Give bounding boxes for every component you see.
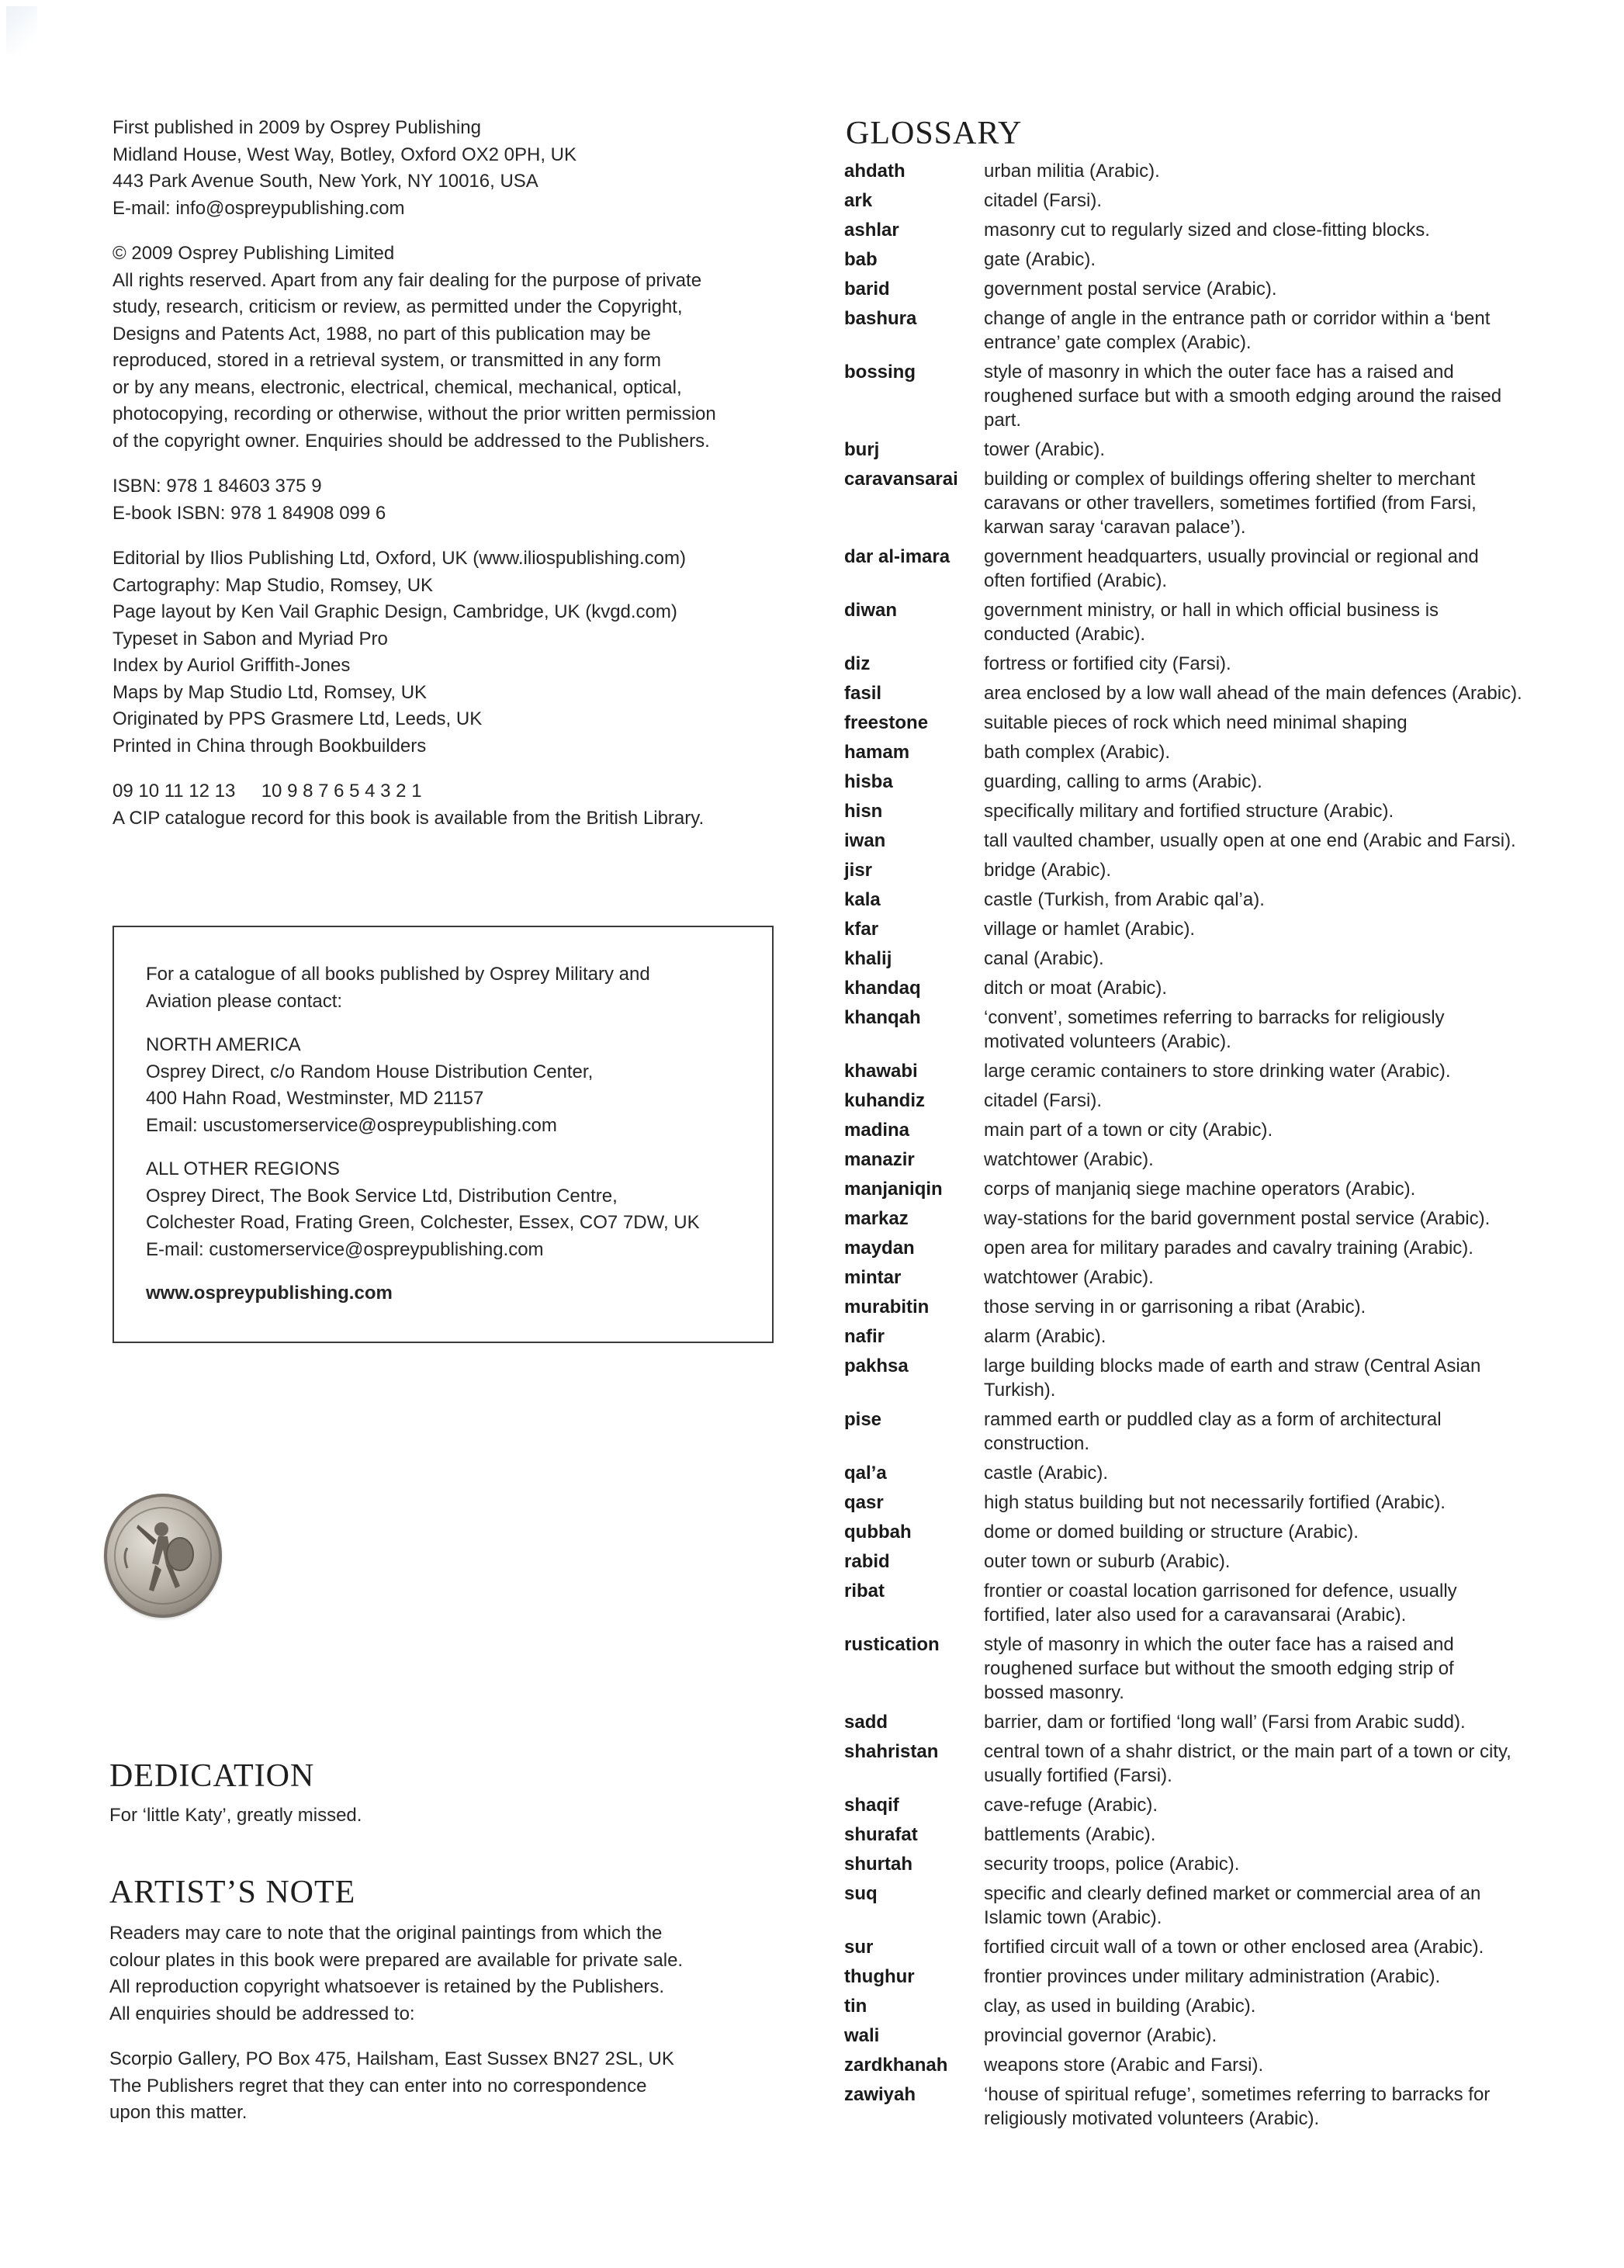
definition-line: alarm (Arabic). — [984, 1326, 1106, 1347]
glossary-entry — [844, 652, 1620, 676]
glossary-entry — [844, 1295, 1620, 1319]
contact-line: Email: uscustomerservice@ospreypublishing.com — [146, 1114, 557, 1136]
glossary-term: manazir — [844, 1149, 915, 1170]
definition-line: masonry cut to regularly sized and close-fitting blocks. — [984, 220, 1430, 241]
glossary-term: kuhandiz — [844, 1090, 926, 1111]
rights-line: photocopying, recording or otherwise, without the prior written permission — [113, 403, 716, 424]
definition-line: tower (Arabic). — [984, 439, 1106, 460]
glossary-entry — [844, 189, 1620, 213]
glossary-definition — [984, 1461, 1620, 1485]
glossary-entry — [844, 2024, 1620, 2048]
glossary-term: zardkhanah — [844, 2055, 948, 2076]
glossary-entry — [844, 306, 1620, 355]
contact-line: Colchester Road, Frating Green, Colchester, Essex, CO7 7DW, UK — [146, 1212, 700, 1233]
glossary-term: bashura — [844, 308, 917, 329]
glossary-definition — [984, 799, 1620, 823]
definition-line: barrier, dam or fortified ‘long wall’ (Farsi from Arabic sudd). — [984, 1712, 1466, 1733]
definition-line: government ministry, or hall in which official business is — [984, 600, 1439, 621]
cip-statement: A CIP catalogue record for this book is available from the British Library. — [113, 807, 705, 829]
catalogue-contact-box — [113, 926, 774, 1343]
glossary-term: hisn — [844, 801, 883, 822]
definition-line: village or hamlet (Arabic). — [984, 919, 1196, 940]
glossary-term: suq — [844, 1883, 878, 1904]
glossary-definition — [984, 1579, 1620, 1627]
definition-line: conducted (Arabic). — [984, 624, 1146, 645]
credit-line: Editorial by Ilios Publishing Ltd, Oxford, UK (www.iliospublishing.com) — [113, 548, 686, 569]
definition-line: often fortified (Arabic). — [984, 570, 1168, 591]
glossary-term: sadd — [844, 1712, 888, 1733]
definition-line: watchtower (Arabic). — [984, 1267, 1154, 1288]
glossary-definition — [984, 1852, 1620, 1876]
glossary-entry — [844, 1994, 1620, 2018]
glossary-entry — [844, 545, 1620, 593]
glossary-term: madina — [844, 1120, 910, 1141]
credit-line: Index by Auriol Griffith-Jones — [113, 655, 351, 676]
glossary-term: khanqah — [844, 1007, 921, 1028]
glossary-definition — [984, 888, 1620, 912]
artists-note-body — [109, 1920, 792, 2127]
definition-line: tall vaulted chamber, usually open at one end (Arabic and Farsi). — [984, 830, 1516, 851]
glossary-term: murabitin — [844, 1297, 930, 1318]
definition-line: clay, as used in building (Arabic). — [984, 1996, 1256, 2017]
glossary-list — [844, 159, 1620, 2136]
glossary-term: diz — [844, 653, 871, 674]
glossary-entry — [844, 277, 1620, 301]
definition-line: fortified, later also used for a caravansarai (Arabic). — [984, 1605, 1407, 1626]
definition-line: suitable pieces of rock which need minimal shaping — [984, 712, 1408, 733]
note-line: Readers may care to note that the original paintings from which the — [109, 1923, 663, 1944]
definition-line: cave-refuge (Arabic). — [984, 1795, 1158, 1816]
definition-line: usually fortified (Farsi). — [984, 1765, 1172, 1786]
website-link[interactable]: www.ospreypublishing.com — [146, 1283, 393, 1304]
glossary-entry — [844, 858, 1620, 882]
definition-line: security troops, police (Arabic). — [984, 1854, 1240, 1875]
definition-line: change of angle in the entrance path or corridor within a ‘bent — [984, 308, 1491, 329]
glossary-entry — [844, 2053, 1620, 2077]
glossary-definition — [984, 360, 1620, 432]
glossary-definition — [984, 652, 1620, 676]
contact-north-america — [146, 1032, 741, 1139]
definition-line: corps of manjaniq siege machine operators (Arabic). — [984, 1179, 1416, 1200]
glossary-entry — [844, 1823, 1620, 1847]
glossary-term: freestone — [844, 712, 929, 733]
glossary-term: pise — [844, 1409, 882, 1430]
definition-line: part. — [984, 410, 1022, 431]
glossary-definition — [984, 1793, 1620, 1817]
glossary-term: bossing — [844, 362, 916, 383]
glossary-entry — [844, 1965, 1620, 1989]
glossary-term: bab — [844, 249, 878, 270]
glossary-entry — [844, 1935, 1620, 1959]
definition-line: bossed masonry. — [984, 1682, 1124, 1703]
glossary-entry — [844, 947, 1620, 971]
definition-line: specific and clearly defined market or commercial area of an — [984, 1883, 1481, 1904]
glossary-term: maydan — [844, 1238, 915, 1259]
glossary-entry — [844, 976, 1620, 1000]
glossary-entry — [844, 740, 1620, 764]
glossary-term: rustication — [844, 1634, 940, 1655]
glossary-definition — [984, 545, 1620, 593]
glossary-term: qasr — [844, 1492, 884, 1513]
definition-line: citadel (Farsi). — [984, 1090, 1103, 1111]
definition-line: ‘convent’, sometimes referring to barracks for religiously — [984, 1007, 1445, 1028]
glossary-definition — [984, 2083, 1620, 2131]
credit-line: Typeset in Sabon and Myriad Pro — [113, 628, 388, 649]
glossary-term: fasil — [844, 683, 882, 704]
glossary-definition — [984, 740, 1620, 764]
glossary-term: ribat — [844, 1581, 885, 1601]
glossary-term: khawabi — [844, 1061, 918, 1082]
definition-line: canal (Arabic). — [984, 948, 1104, 969]
glossary-entry — [844, 1089, 1620, 1113]
glossary-entry — [844, 598, 1620, 646]
rights-line: Designs and Patents Act, 1988, no part of this publication may be — [113, 323, 651, 345]
glossary-definition — [984, 248, 1620, 272]
glossary-definition — [984, 2053, 1620, 2077]
glossary-entry — [844, 1408, 1620, 1456]
credit-line: Originated by PPS Grasmere Ltd, Leeds, UK — [113, 708, 483, 729]
glossary-definition — [984, 1994, 1620, 2018]
coin-figure-icon — [104, 1494, 222, 1618]
credits-block — [113, 545, 795, 760]
definition-line: bath complex (Arabic). — [984, 742, 1171, 763]
definition-line: caravans or other travellers, sometimes fortified (from Farsi, — [984, 493, 1477, 514]
contact-intro — [146, 961, 741, 1015]
glossary-term: diwan — [844, 600, 898, 621]
glossary-definition — [984, 1823, 1620, 1847]
note-line: All reproduction copyright whatsoever is retained by the Publishers. — [109, 1976, 665, 1997]
definition-line: karwan saray ‘caravan palace’). — [984, 517, 1246, 538]
glossary-term: dar al-imara — [844, 546, 951, 567]
definition-line: ditch or moat (Arabic). — [984, 978, 1168, 999]
glossary-definition — [984, 1295, 1620, 1319]
glossary-term: kala — [844, 889, 881, 910]
glossary-definition — [984, 711, 1620, 735]
glossary-entry — [844, 1207, 1620, 1231]
artists-note-para — [109, 1920, 792, 2027]
definition-line: dome or domed building or structure (Arabic). — [984, 1522, 1359, 1543]
glossary-definition — [984, 1177, 1620, 1201]
glossary-term: mintar — [844, 1267, 902, 1288]
glossary-entry — [844, 218, 1620, 242]
definition-line: specifically military and fortified structure (Arabic). — [984, 801, 1394, 822]
glossary-definition — [984, 1965, 1620, 1989]
definition-line: battlements (Arabic). — [984, 1824, 1156, 1845]
definition-line: roughened surface but without the smooth edging strip of — [984, 1658, 1454, 1679]
glossary-term: shurafat — [844, 1824, 918, 1845]
glossary-entry — [844, 467, 1620, 539]
definition-line: construction. — [984, 1433, 1090, 1454]
contact-intro-line: Aviation please contact: — [146, 990, 343, 1012]
definition-line: roughened surface but with a smooth edging around the raised — [984, 386, 1502, 407]
glossary-term: rabid — [844, 1551, 890, 1572]
definition-line: central town of a shahr district, or the main part of a town or city, — [984, 1741, 1511, 1762]
definition-line: those serving in or garrisoning a ribat (Arabic). — [984, 1297, 1366, 1318]
glossary-entry — [844, 1793, 1620, 1817]
glossary-definition — [984, 277, 1620, 301]
glossary-term: shahristan — [844, 1741, 939, 1762]
glossary-definition — [984, 947, 1620, 971]
glossary-entry — [844, 1633, 1620, 1705]
glossary-entry — [844, 711, 1620, 735]
glossary-definition — [984, 1089, 1620, 1113]
definition-line: open area for military parades and cavalry training (Arabic). — [984, 1238, 1473, 1259]
glossary-definition — [984, 1882, 1620, 1930]
contact-other-regions — [146, 1156, 741, 1263]
glossary-term: barid — [844, 279, 890, 300]
isbn-block — [113, 473, 795, 527]
glossary-definition — [984, 1059, 1620, 1083]
glossary-definition — [984, 1550, 1620, 1574]
glossary-entry — [844, 1177, 1620, 1201]
copyright-line: © 2009 Osprey Publishing Limited — [113, 243, 395, 264]
contact-line: 400 Hahn Road, Westminster, MD 21157 — [146, 1088, 484, 1109]
definition-line: area enclosed by a low wall ahead of the main defences (Arabic). — [984, 683, 1522, 704]
glossary-term: shaqif — [844, 1795, 899, 1816]
glossary-definition — [984, 1354, 1620, 1402]
glossary-entry — [844, 1324, 1620, 1349]
definition-line: government headquarters, usually provincial or regional and — [984, 546, 1479, 567]
note-line: upon this matter. — [109, 2102, 248, 2123]
glossary-definition — [984, 1006, 1620, 1054]
definition-line: style of masonry in which the outer face has a raised and — [984, 362, 1454, 383]
print-line: 09 10 11 12 13 10 9 8 7 6 5 4 3 2 1 — [113, 781, 422, 802]
glossary-term: ashlar — [844, 220, 899, 241]
glossary-definition — [984, 976, 1620, 1000]
dedication-heading: DEDICATION — [109, 1758, 315, 1794]
contact-line: E-mail: customerservice@ospreypublishing.com — [146, 1238, 544, 1260]
definition-line: building or complex of buildings offering shelter to merchant — [984, 469, 1476, 490]
glossary-term: kfar — [844, 919, 879, 940]
glossary-entry — [844, 1236, 1620, 1260]
glossary-entry — [844, 1550, 1620, 1574]
definition-line: watchtower (Arabic). — [984, 1149, 1154, 1170]
glossary-definition — [984, 189, 1620, 213]
glossary-definition — [984, 1148, 1620, 1172]
glossary-definition — [984, 306, 1620, 355]
glossary-term: markaz — [844, 1208, 909, 1229]
glossary-definition — [984, 1118, 1620, 1142]
glossary-definition — [984, 1266, 1620, 1290]
credit-line: Page layout by Ken Vail Graphic Design, Cambridge, UK (kvgd.com) — [113, 601, 677, 622]
glossary-definition — [984, 1236, 1620, 1260]
glossary-entry — [844, 1006, 1620, 1054]
glossary-term: khalij — [844, 948, 892, 969]
definition-line: castle (Turkish, from Arabic qal’a). — [984, 889, 1265, 910]
glossary-term: ark — [844, 190, 873, 211]
publisher-address — [113, 115, 795, 222]
glossary-entry — [844, 1059, 1620, 1083]
glossary-definition — [984, 218, 1620, 242]
glossary-definition — [984, 770, 1620, 794]
definition-line: high status building but not necessarily fortified (Arabic). — [984, 1492, 1446, 1513]
note-line: The Publishers regret that they can enter into no correspondence — [109, 2075, 647, 2097]
address-line: First published in 2009 by Osprey Publishing — [113, 117, 481, 138]
contact-line: ALL OTHER REGIONS — [146, 1158, 340, 1179]
glossary-term: khandaq — [844, 978, 921, 999]
definition-line: outer town or suburb (Arabic). — [984, 1551, 1231, 1572]
definition-line: main part of a town or city (Arabic). — [984, 1120, 1273, 1141]
definition-line: frontier or coastal location garrisoned for defence, usually — [984, 1581, 1457, 1601]
artists-note-heading: ARTIST’S NOTE — [109, 1875, 356, 1910]
glossary-definition — [984, 1207, 1620, 1231]
glossary-term: caravansarai — [844, 469, 958, 490]
glossary-entry — [844, 1579, 1620, 1627]
glossary-definition — [984, 598, 1620, 646]
glossary-definition — [984, 858, 1620, 882]
glossary-entry — [844, 438, 1620, 462]
glossary-term: hamam — [844, 742, 910, 763]
glossary-term: manjaniqin — [844, 1179, 943, 1200]
credit-line: Maps by Map Studio Ltd, Romsey, UK — [113, 681, 428, 703]
glossary-entry — [844, 1520, 1620, 1544]
glossary-entry — [844, 1266, 1620, 1290]
rights-statement — [113, 268, 795, 455]
glossary-entry — [844, 1852, 1620, 1876]
rights-line: or by any means, electronic, electrical, chemical, mechanical, optical, — [113, 376, 682, 398]
definition-line: religiously motivated volunteers (Arabic). — [984, 2108, 1320, 2129]
glossary-entry — [844, 248, 1620, 272]
definition-line: style of masonry in which the outer face has a raised and — [984, 1634, 1454, 1655]
definition-line: way-stations for the barid government postal service (Arabic). — [984, 1208, 1491, 1229]
glossary-term: zawiyah — [844, 2084, 916, 2105]
definition-line: Islamic town (Arabic). — [984, 1907, 1162, 1928]
glossary-definition — [984, 2024, 1620, 2048]
glossary-entry — [844, 360, 1620, 432]
definition-line: gate (Arabic). — [984, 249, 1096, 270]
definition-line: weapons store (Arabic and Farsi). — [984, 2055, 1264, 2076]
definition-line: ‘house of spiritual refuge’, sometimes referring to barracks for — [984, 2084, 1491, 2105]
glossary-entry — [844, 888, 1620, 912]
glossary-term: tin — [844, 1996, 867, 2017]
definition-line: fortress or fortified city (Farsi). — [984, 653, 1231, 674]
glossary-term: jisr — [844, 860, 873, 881]
glossary-entry — [844, 770, 1620, 794]
coin-image — [104, 1494, 222, 1618]
glossary-definition — [984, 681, 1620, 705]
glossary-definition — [984, 1491, 1620, 1515]
glossary-definition — [984, 1633, 1620, 1705]
glossary-term: sur — [844, 1937, 874, 1958]
glossary-entry — [844, 1710, 1620, 1734]
definition-line: large building blocks made of earth and straw (Central Asian — [984, 1356, 1481, 1376]
glossary-entry — [844, 1354, 1620, 1402]
glossary-heading: GLOSSARY — [846, 116, 1023, 151]
glossary-entry — [844, 159, 1620, 183]
contact-intro-line: For a catalogue of all books published by Osprey Military and — [146, 964, 650, 985]
scan-corner-mark — [6, 6, 37, 53]
note-line: colour plates in this book were prepared are available for private sale. — [109, 1949, 684, 1971]
glossary-entry — [844, 1148, 1620, 1172]
glossary-term: iwan — [844, 830, 886, 851]
definition-line: Turkish). — [984, 1380, 1056, 1401]
contact-line: NORTH AMERICA — [146, 1034, 301, 1055]
glossary-definition — [984, 1935, 1620, 1959]
glossary-entry — [844, 917, 1620, 941]
glossary-term: nafir — [844, 1326, 885, 1347]
address-line: E-mail: info@ospreypublishing.com — [113, 197, 405, 219]
glossary-entry — [844, 1491, 1620, 1515]
definition-line: citadel (Farsi). — [984, 190, 1103, 211]
glossary-term: ahdath — [844, 161, 905, 182]
glossary-definition — [984, 438, 1620, 462]
glossary-definition — [984, 829, 1620, 853]
rights-line: of the copyright owner. Enquiries should be addressed to the Publishers. — [113, 430, 710, 452]
definition-line: urban militia (Arabic). — [984, 161, 1160, 182]
imprint-section — [113, 115, 795, 832]
glossary-definition — [984, 1710, 1620, 1734]
glossary-term: burj — [844, 439, 880, 460]
address-line: Midland House, West Way, Botley, Oxford OX2 0PH, UK — [113, 144, 577, 165]
glossary-term: qubbah — [844, 1522, 912, 1543]
contact-line: Osprey Direct, c/o Random House Distribution Center, — [146, 1061, 594, 1082]
note-line: All enquiries should be addressed to: — [109, 2003, 415, 2024]
definition-line: guarding, calling to arms (Arabic). — [984, 771, 1262, 792]
glossary-entry — [844, 799, 1620, 823]
glossary-term: wali — [844, 2025, 880, 2046]
ebook-isbn: E-book ISBN: 978 1 84908 099 6 — [113, 502, 386, 524]
glossary-definition — [984, 159, 1620, 183]
definition-line: castle (Arabic). — [984, 1463, 1109, 1484]
glossary-definition — [984, 467, 1620, 539]
glossary-term: qal’a — [844, 1463, 887, 1484]
glossary-entry — [844, 1461, 1620, 1485]
definition-line: large ceramic containers to store drinking water (Arabic). — [984, 1061, 1451, 1082]
definition-line: bridge (Arabic). — [984, 860, 1112, 881]
gallery-address: Scorpio Gallery, PO Box 475, Hailsham, East Sussex BN27 2SL, UK — [109, 2048, 674, 2069]
glossary-definition — [984, 1520, 1620, 1544]
glossary-term: pakhsa — [844, 1356, 909, 1376]
glossary-definition — [984, 1324, 1620, 1349]
glossary-entry — [844, 1882, 1620, 1930]
glossary-term: shurtah — [844, 1854, 913, 1875]
definition-line: entrance’ gate complex (Arabic). — [984, 332, 1252, 353]
rights-line: reproduced, stored in a retrieval system, or transmitted in any form — [113, 350, 661, 371]
glossary-term: hisba — [844, 771, 893, 792]
definition-line: motivated volunteers (Arabic). — [984, 1031, 1231, 1052]
definition-line: rammed earth or puddled clay as a form of architectural — [984, 1409, 1442, 1430]
credit-line: Cartography: Map Studio, Romsey, UK — [113, 574, 434, 596]
glossary-entry — [844, 681, 1620, 705]
glossary-entry — [844, 1118, 1620, 1142]
rights-line: All rights reserved. Apart from any fair dealing for the purpose of private — [113, 269, 702, 291]
definition-line: government postal service (Arabic). — [984, 279, 1277, 300]
contact-line: Osprey Direct, The Book Service Ltd, Distribution Centre, — [146, 1185, 618, 1207]
definition-line: provincial governor (Arabic). — [984, 2025, 1217, 2046]
glossary-entry — [844, 829, 1620, 853]
credit-line: Printed in China through Bookbuilders — [113, 735, 427, 757]
definition-line: fortified circuit wall of a town or other enclosed area (Arabic). — [984, 1937, 1484, 1958]
rights-line: study, research, criticism or review, as permitted under the Copyright, — [113, 296, 683, 317]
artists-note-para — [109, 2073, 792, 2127]
definition-line: frontier provinces under military administration (Arabic). — [984, 1966, 1441, 1987]
glossary-definition — [984, 1740, 1620, 1788]
dedication-text: For ‘little Katy’, greatly missed. — [109, 1805, 362, 1826]
isbn: ISBN: 978 1 84603 375 9 — [113, 476, 322, 497]
glossary-definition — [984, 917, 1620, 941]
glossary-term: thughur — [844, 1966, 915, 1987]
address-line: 443 Park Avenue South, New York, NY 10016, USA — [113, 171, 538, 192]
glossary-entry — [844, 1740, 1620, 1788]
glossary-entry — [844, 2083, 1620, 2131]
glossary-definition — [984, 1408, 1620, 1456]
